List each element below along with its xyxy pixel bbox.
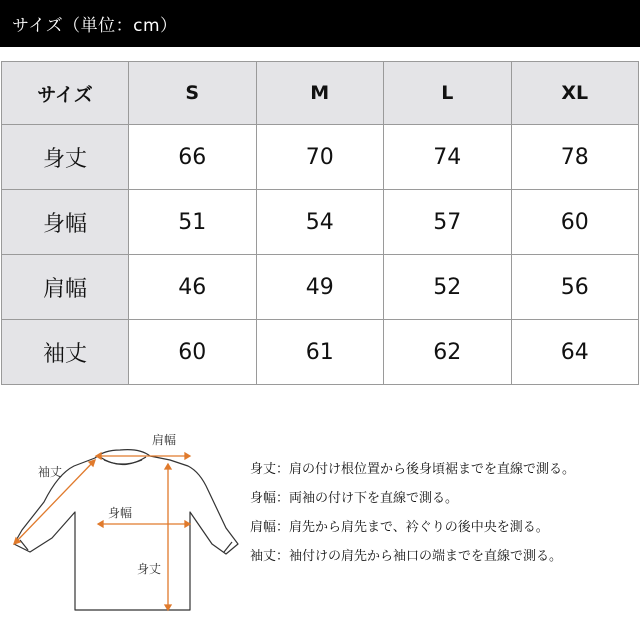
table-cell: 51 (129, 190, 257, 255)
table-cell: 62 (384, 320, 512, 385)
size-header-m: M (256, 62, 384, 125)
table-cell: 74 (384, 125, 512, 190)
table-row (2, 320, 639, 385)
table-cell: 70 (256, 125, 384, 190)
diagram-label-shoulder: 肩幅 (152, 433, 177, 447)
row-label: 袖丈 (2, 320, 129, 385)
legend-item-length: 身丈：肩の付け根位置から後身頃裾までを直線で測る。 (250, 462, 576, 477)
diagram-label-width: 身幅 (108, 506, 133, 520)
table-cell: 46 (129, 255, 257, 320)
size-table (1, 61, 639, 385)
table-cell: 60 (511, 190, 639, 255)
size-header-l: L (384, 62, 512, 125)
table-cell: 60 (129, 320, 257, 385)
table-header-row (2, 62, 639, 125)
measurement-legend (250, 455, 635, 571)
table-row (2, 125, 639, 190)
size-header-s: S (129, 62, 257, 125)
table-cell: 52 (384, 255, 512, 320)
table-cell: 78 (511, 125, 639, 190)
row-label: 身幅 (2, 190, 129, 255)
table-cell: 57 (384, 190, 512, 255)
legend-item-sleeve: 袖丈：袖付けの肩先から袖口の端までを直線で測る。 (250, 549, 563, 564)
table-cell: 56 (511, 255, 639, 320)
row-label: 肩幅 (2, 255, 129, 320)
measurement-diagram (0, 420, 245, 635)
table-cell: 61 (256, 320, 384, 385)
size-header-xl: XL (511, 62, 639, 125)
page-title (0, 0, 640, 47)
page-title-text: サイズ（単位：cm） (12, 16, 178, 36)
legend-item-shoulder: 肩幅：肩先から肩先まで、衿ぐりの後中央を測る。 (250, 520, 549, 535)
table-cell: 64 (511, 320, 639, 385)
table-cell: 54 (256, 190, 384, 255)
legend-item-width: 身幅：両袖の付け下を直線で測る。 (250, 491, 459, 506)
table-row (2, 190, 639, 255)
row-label: 身丈 (2, 125, 129, 190)
table-cell: 49 (256, 255, 384, 320)
diagram-label-length: 身丈 (137, 562, 162, 576)
table-row (2, 255, 639, 320)
table-cell: 66 (129, 125, 257, 190)
table-corner-header: サイズ (2, 62, 129, 125)
diagram-label-sleeve: 袖丈 (38, 465, 63, 479)
